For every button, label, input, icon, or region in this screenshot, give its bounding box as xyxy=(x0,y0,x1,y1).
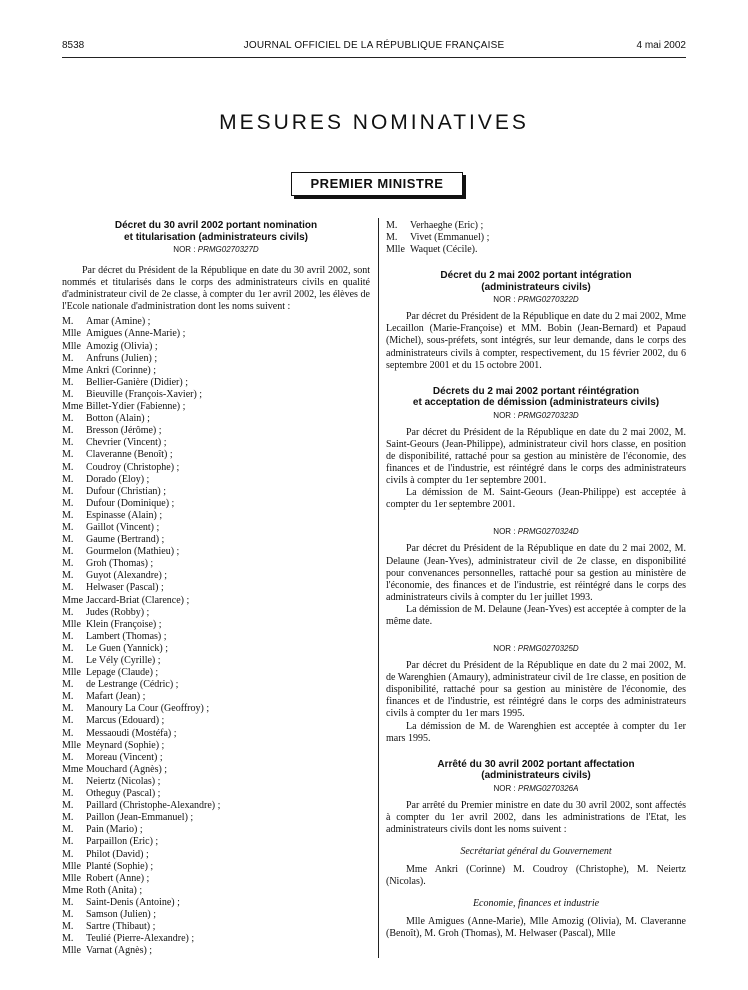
civility: M. xyxy=(62,679,74,691)
nor-reference xyxy=(386,527,686,537)
civility: M. xyxy=(62,933,74,945)
article-title xyxy=(62,220,370,243)
nor-reference xyxy=(386,784,686,794)
civility: M. xyxy=(62,824,74,836)
person-name: Claveranne (Benoît) ; xyxy=(86,449,173,461)
civility: M. xyxy=(62,570,74,582)
civility: Mlle xyxy=(62,328,81,340)
civility: M. xyxy=(62,775,74,787)
civility: M. xyxy=(62,461,74,473)
nor-code: PRMG0270324D xyxy=(517,527,579,537)
person-name: Verhaeghe (Eric) ; xyxy=(410,220,484,231)
civility: M. xyxy=(62,727,74,739)
nor-label: NOR : xyxy=(493,295,516,305)
person-name: Le Guen (Yannick) ; xyxy=(86,642,169,654)
name-entry xyxy=(62,316,370,328)
person-name: Samson (Julien) ; xyxy=(86,908,156,920)
name-entry xyxy=(62,546,370,558)
name-entry xyxy=(62,836,370,848)
name-entry xyxy=(62,462,370,474)
civility: Mme xyxy=(62,401,84,413)
person-name: Sartre (Thibaut) ; xyxy=(86,921,156,933)
name-entry xyxy=(62,800,370,812)
ministry-box xyxy=(291,172,463,196)
civility: M. xyxy=(62,606,74,618)
subheading: Secrétariat général du Gouvernement xyxy=(460,846,612,857)
person-name: Ankri (Corinne) ; xyxy=(86,364,156,376)
name-entry xyxy=(62,703,370,715)
name-entry xyxy=(62,655,370,667)
name-entry xyxy=(62,607,370,619)
article-paragraph: La démission de M. Saint-Geours (Jean-Philippe) est acceptée à compter du 1er septembre 2001. xyxy=(386,487,686,511)
name-entry xyxy=(62,788,370,800)
name-entry xyxy=(62,595,370,607)
article-paragraph: Mme Ankri (Corinne) M. Coudroy (Christophe), M. Neiertz (Nicolas). xyxy=(386,864,686,888)
name-list xyxy=(62,316,370,957)
person-name: Philot (David) ; xyxy=(86,848,149,860)
person-name: Helwaser (Pascal) ; xyxy=(86,582,164,594)
person-name: Bieuville (François-Xavier) ; xyxy=(86,388,203,400)
name-list-continued xyxy=(386,220,686,256)
name-entry xyxy=(386,220,686,232)
civility: M. xyxy=(62,715,74,727)
title-line: Décret du 2 mai 2002 portant intégration xyxy=(440,270,632,282)
nor-code: PRMG0270325D xyxy=(517,644,579,654)
person-name: Anfruns (Julien) ; xyxy=(86,352,158,364)
name-entry xyxy=(62,437,370,449)
name-entry xyxy=(62,365,370,377)
subheading: Economie, finances et industrie xyxy=(472,898,600,910)
civility: Mlle xyxy=(62,945,81,957)
person-name: Jaccard-Briat (Clarence) ; xyxy=(86,594,190,606)
civility: M. xyxy=(62,521,74,533)
name-entry xyxy=(62,353,370,365)
title-line: Décret du 30 avril 2002 portant nomination xyxy=(114,220,318,231)
person-name: Botton (Alain) ; xyxy=(86,413,150,425)
name-entry xyxy=(62,522,370,534)
name-entry xyxy=(62,558,370,570)
title-line: et titularisation (administrateurs civils) xyxy=(124,231,308,243)
person-name: Roth (Anita) ; xyxy=(86,884,143,896)
person-name: Bresson (Jérôme) ; xyxy=(86,425,162,437)
nor-code: PRMG0270327D xyxy=(197,245,259,254)
civility: Mlle xyxy=(386,244,405,256)
person-name: Lambert (Thomas) ; xyxy=(86,630,167,642)
person-name: Planté (Sophie) ; xyxy=(86,860,154,872)
civility: M. xyxy=(62,896,74,908)
name-entry xyxy=(62,643,370,655)
name-entry xyxy=(62,449,370,461)
civility: M. xyxy=(62,703,74,715)
civility: M. xyxy=(62,582,74,594)
civility: Mlle xyxy=(62,667,81,679)
person-name: Amozig (Olivia) ; xyxy=(86,340,158,352)
civility: M. xyxy=(62,812,74,824)
name-entry xyxy=(62,861,370,873)
civility: M. xyxy=(62,388,74,400)
person-name: Groh (Thomas) ; xyxy=(86,558,154,570)
person-name: Coudroy (Christophe) ; xyxy=(86,461,180,473)
section-title: MESURES NOMINATIVES xyxy=(219,111,529,134)
person-name: de Lestrange (Cédric) ; xyxy=(86,679,179,691)
person-name: Marcus (Edouard) ; xyxy=(86,715,165,727)
person-name: Messaoudi (Mostéfa) ; xyxy=(86,727,177,739)
civility: M. xyxy=(62,534,74,546)
civility: M. xyxy=(62,908,74,920)
civility: Mlle xyxy=(62,860,81,872)
person-name: Robert (Anne) ; xyxy=(86,872,150,884)
name-entry xyxy=(62,824,370,836)
name-entry xyxy=(62,776,370,788)
civility: M. xyxy=(62,509,74,521)
name-entry xyxy=(62,715,370,727)
person-name: Dorado (Eloy) ; xyxy=(86,473,150,485)
person-name: Neiertz (Nicolas) ; xyxy=(86,775,161,787)
name-entry xyxy=(62,631,370,643)
nor-label: NOR : xyxy=(493,410,516,420)
person-name: Guyot (Alexandre) ; xyxy=(86,570,168,582)
name-entry xyxy=(62,582,370,594)
civility: M. xyxy=(62,691,74,703)
person-name: Gaillot (Vincent) ; xyxy=(86,521,160,533)
person-name: Pain (Mario) ; xyxy=(86,824,143,836)
civility: M. xyxy=(62,425,74,437)
civility: Mlle xyxy=(62,872,81,884)
person-name: Chevrier (Vincent) ; xyxy=(86,437,167,449)
person-name: Paillon (Jean-Emmanuel) ; xyxy=(86,812,194,824)
civility: M. xyxy=(62,800,74,812)
name-entry xyxy=(386,244,686,256)
article-title xyxy=(386,270,686,293)
person-name: Parpaillon (Eric) ; xyxy=(86,836,159,848)
name-entry xyxy=(62,752,370,764)
person-name: Manoury La Cour (Geoffroy) ; xyxy=(86,703,210,715)
name-entry xyxy=(62,812,370,824)
civility: Mlle xyxy=(62,340,81,352)
civility: M. xyxy=(62,788,74,800)
person-name: Gaume (Bertrand) ; xyxy=(86,534,165,546)
nor-label: NOR : xyxy=(493,644,516,654)
article-title xyxy=(386,386,686,409)
civility: Mme xyxy=(62,763,84,775)
person-name: Dufour (Dominique) ; xyxy=(86,497,175,509)
nor-reference xyxy=(62,245,370,255)
person-name: Gourmelon (Mathieu) ; xyxy=(86,546,180,558)
person-name: Lepage (Claude) ; xyxy=(86,667,159,679)
nor-reference xyxy=(386,644,686,654)
article-paragraph: La démission de M. Delaune (Jean-Yves) est acceptée à compter de la même date. xyxy=(386,603,686,627)
civility: M. xyxy=(62,836,74,848)
title-line: Décrets du 2 mai 2002 portant réintégration xyxy=(432,385,640,397)
nor-reference xyxy=(386,411,686,421)
title-line: Arrêté du 30 avril 2002 portant affectation xyxy=(437,758,635,770)
nor-label: NOR : xyxy=(173,245,196,254)
name-entry xyxy=(62,341,370,353)
title-line: et acceptation de démission (administrateurs civils) xyxy=(412,397,660,409)
civility: M. xyxy=(62,558,74,570)
civility: M. xyxy=(62,751,74,763)
name-entry xyxy=(62,377,370,389)
name-entry xyxy=(62,897,370,909)
person-name: Dufour (Christian) ; xyxy=(86,485,166,497)
name-entry xyxy=(62,909,370,921)
name-entry xyxy=(62,849,370,861)
civility: M. xyxy=(62,642,74,654)
header-rule xyxy=(62,57,686,58)
person-name: Vivet (Emmanuel) ; xyxy=(410,232,490,244)
article-paragraph: Par décret du Président de la République en date du 30 avril 2002, sont nommés et titularisés dans le corps des administrateurs civils en qualité d'administrateur civil de 2e classe, à compter du 1er avril 2002, les élèves de l'Ecole nationale d'administration dont les noms suivent : xyxy=(62,265,370,313)
right-column xyxy=(386,220,686,941)
person-name: Mafart (Jean) ; xyxy=(86,691,146,703)
name-entry xyxy=(62,413,370,425)
nor-label: NOR : xyxy=(493,527,516,537)
article-paragraph: Par décret du Président de la République en date du 2 mai 2002, M. de Warenghien (Amaury), administrateur civil de 1re classe, en position de disponibilité, rattaché pour sa gestion au ministère de l'économie, des finances et de l'industrie, est réintégré dans le corps des administrateurs civils à compter du 1er mars 1995. xyxy=(386,660,686,720)
civility: M. xyxy=(62,848,74,860)
civility: M. xyxy=(62,413,74,425)
name-entry xyxy=(62,740,370,752)
person-name: Meynard (Sophie) ; xyxy=(86,739,165,751)
name-entry xyxy=(62,498,370,510)
name-entry xyxy=(62,945,370,957)
person-name: Billet-Ydier (Fabienne) ; xyxy=(86,401,186,413)
name-entry xyxy=(62,667,370,679)
person-name: Bellier-Ganière (Didier) ; xyxy=(86,376,188,388)
article-paragraph: Par décret du Président de la République en date du 2 mai 2002, Mme Lecaillon (Marie-Françoise) et MM. Bobin (Jean-Bernard) et Papaud (Michel), sous-préfets, sont intégrés, sur leur demande, dans le corps des administrateurs civils à compter, respectivement, du 15 février 2002, du 6 septembre 2001 et du 15 octobre 2001. xyxy=(386,311,686,371)
name-entry xyxy=(62,328,370,340)
article-title xyxy=(386,759,686,782)
person-name: Moreau (Vincent) ; xyxy=(86,751,163,763)
civility: Mlle xyxy=(62,739,81,751)
civility: M. xyxy=(62,630,74,642)
civility: M. xyxy=(386,220,398,231)
name-entry xyxy=(62,921,370,933)
name-entry xyxy=(62,401,370,413)
person-name: Otheguy (Pascal) ; xyxy=(86,788,161,800)
person-name: Klein (Françoise) ; xyxy=(86,618,162,630)
person-name: Varnat (Agnès) ; xyxy=(86,945,153,957)
civility: M. xyxy=(62,921,74,933)
name-entry xyxy=(62,389,370,401)
civility: M. xyxy=(62,497,74,509)
name-entry xyxy=(62,679,370,691)
nor-code: PRMG0270326A xyxy=(517,783,579,793)
nor-reference xyxy=(386,295,686,305)
civility: M. xyxy=(62,352,74,364)
civility: Mlle xyxy=(62,618,81,630)
issue-date: 4 mai 2002 xyxy=(636,40,686,51)
name-entry xyxy=(386,232,686,244)
name-entry xyxy=(62,534,370,546)
article-paragraph: La démission de M. de Warenghien est acceptée à compter du 1er mars 1995. xyxy=(386,720,686,744)
civility: M. xyxy=(62,485,74,497)
civility: M. xyxy=(62,449,74,461)
title-line: (administrateurs civils) xyxy=(481,281,591,293)
civility: M. xyxy=(62,473,74,485)
name-entry xyxy=(62,486,370,498)
person-name: Saint-Denis (Antoine) ; xyxy=(86,896,180,908)
person-name: Amigues (Anne-Marie) ; xyxy=(86,328,186,340)
person-name: Mouchard (Agnès) ; xyxy=(86,763,168,775)
name-entry xyxy=(62,764,370,776)
civility: M. xyxy=(386,232,398,244)
name-entry xyxy=(62,873,370,885)
article-paragraph: Par arrêté du Premier ministre en date du 30 avril 2002, sont affectés à compter du 1er avril 2002, dans les administrations de l'Etat, les administrateurs civils dont les noms suivent : xyxy=(386,799,686,835)
civility: M. xyxy=(62,376,74,388)
title-line: (administrateurs civils) xyxy=(481,770,591,782)
nor-code: PRMG0270322D xyxy=(517,295,579,305)
person-name: Espinasse (Alain) ; xyxy=(86,509,163,521)
person-name: Le Vély (Cyrille) ; xyxy=(86,655,161,666)
ministry-label: PREMIER MINISTRE xyxy=(310,176,444,191)
person-name: Judes (Robby) ; xyxy=(86,606,150,618)
civility: M. xyxy=(62,655,74,666)
name-entry xyxy=(62,510,370,522)
nor-code: PRMG0270323D xyxy=(517,410,579,420)
person-name: Waquet (Cécile). xyxy=(410,244,478,256)
civility: M. xyxy=(62,316,74,328)
name-entry xyxy=(62,885,370,897)
page-number: 8538 xyxy=(62,40,85,51)
name-entry xyxy=(62,619,370,631)
article-paragraph: Par décret du Président de la République en date du 2 mai 2002, M. Saint-Geours (Jean-Philippe), administrateur civil hors classe, en position de disponibilité, rattaché pour sa gestion au ministère de l'économie, des finances et de l'industrie, est réintégré dans le corps des administrateurs civils à compter du 1er septembre 2001. xyxy=(386,426,686,487)
person-name: Teulié (Pierre-Alexandre) ; xyxy=(86,933,195,945)
person-name: Amar (Amine) ; xyxy=(86,316,151,328)
name-entry xyxy=(62,570,370,582)
name-entry xyxy=(62,728,370,740)
civility: Mme xyxy=(62,364,84,376)
column-divider xyxy=(378,218,379,958)
name-entry xyxy=(62,474,370,486)
name-entry xyxy=(62,933,370,945)
article-paragraph: Mlle Amigues (Anne-Marie), Mlle Amozig (Olivia), M. Claveranne (Benoît), M. Groh (Thomas), M. Helwaser (Pascal), Mlle xyxy=(386,916,686,940)
journal-title: JOURNAL OFFICIEL DE LA RÉPUBLIQUE FRANÇAISE xyxy=(243,40,505,51)
person-name: Paillard (Christophe-Alexandre) ; xyxy=(86,800,221,812)
civility: M. xyxy=(62,437,74,449)
left-column xyxy=(62,220,370,957)
civility: Mme xyxy=(62,594,84,606)
civility: M. xyxy=(62,546,74,558)
name-entry xyxy=(62,691,370,703)
nor-label: NOR : xyxy=(493,783,516,793)
name-entry xyxy=(62,425,370,437)
article-paragraph: Par décret du Président de la République en date du 2 mai 2002, M. Delaune (Jean-Yves), administrateur civil de 2e classe, en disponibilité pour convenances personnelles, rattaché pour sa gestion au ministère de l'économie, des finances et de l'industrie, est réintégré dans le corps des administrateurs civils à compter du 1er juillet 1993. xyxy=(386,543,686,603)
civility: Mme xyxy=(62,884,84,896)
page-header xyxy=(62,40,686,54)
